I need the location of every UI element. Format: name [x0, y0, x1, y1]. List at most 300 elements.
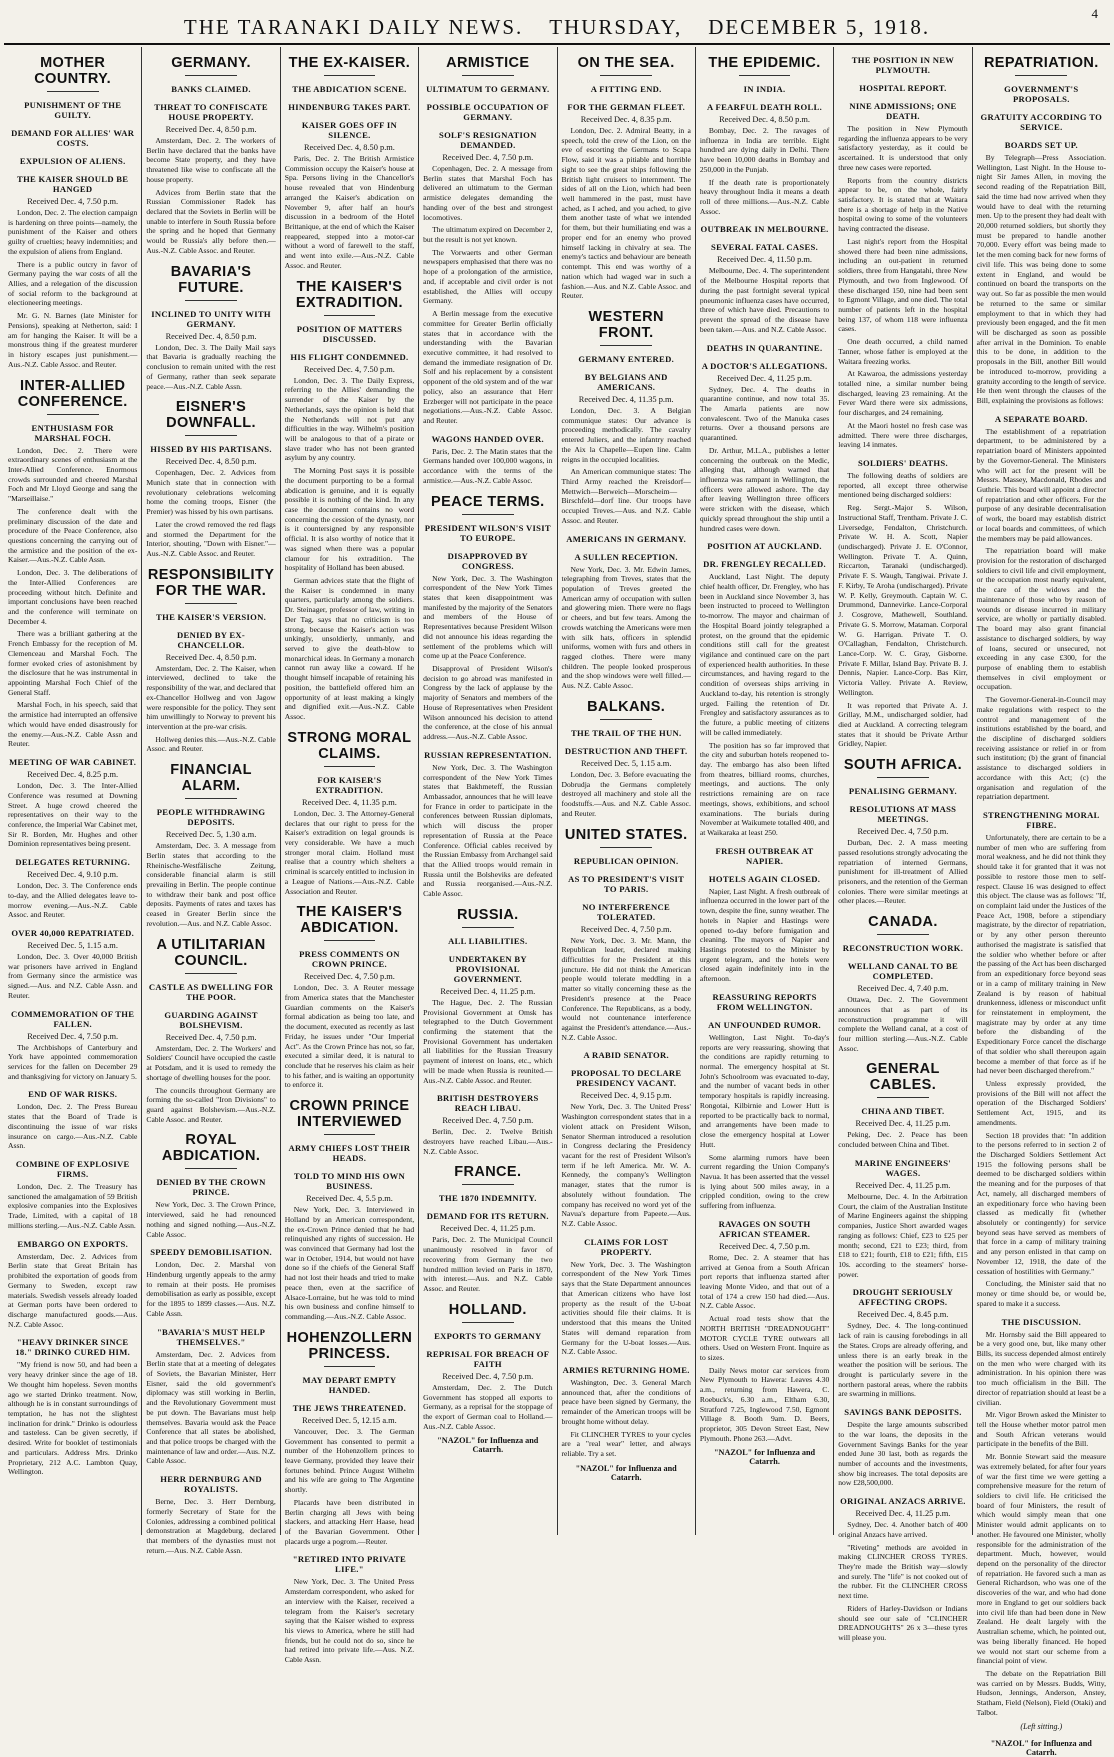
- article-paragraph: Berne, Dec. 3. Herr Dernburg, formerly Secretary of State for the Colonies, addressing a combined political demonstration at Magdeburg, declared that members of the dynasties must not return.—Aus. N.Z. Cable Assn.: [146, 1497, 276, 1555]
- section-headline: INTER-ALLIED CONFERENCE.: [17, 377, 128, 410]
- subheading: BANKS CLAIMED.: [171, 84, 251, 94]
- section-headline: FRANCE.: [454, 1164, 522, 1181]
- subheading: BRITISH DESTROYERS REACH LIBAU.: [436, 1093, 539, 1114]
- divider: [462, 75, 514, 76]
- article-paragraph: Melbourne, Dec. 4. In the Arbitration Court, the claim of the Australian Institute of Marine Engineers against the shipping companies, Justice Short awarded wages ranging as follows: Chief, £23 to £25 per month; second, £21 to £23; third, from £18 to £21; fourth, £18 to £21; fifth, £15 10s. according to the steamers' horse-power.: [838, 1191, 968, 1279]
- divider: [1015, 75, 1067, 76]
- newspaper-title: THE TARANAKI DAILY NEWS.: [183, 15, 524, 39]
- section-headline: CANADA.: [868, 914, 938, 931]
- divider: [324, 940, 376, 941]
- subheading: BY BELGIANS AND AMERICANS.: [584, 371, 668, 392]
- advertisement: "NAZOL" for Influenza and Catarrh.: [575, 1463, 677, 1482]
- subheading: CLAIMS FOR LOST PROPERTY.: [584, 1236, 669, 1257]
- subheading: WAGONS HANDED OVER.: [431, 433, 545, 444]
- section-headline: ROYAL ABDICATION.: [161, 1132, 261, 1165]
- article-paragraph: New York, Dec. 3. The United Press' Washington correspondent states that in a violent attack on President Wilson, Senator Sherman introduced a resolution in Congress declaring the Presidency vacant for the rest of President Wilson's term if he left America. Mr. W. A. Kennedy, the company's Wellington manager, states that the rumor is absolutely without foundation. The company has received no word yet of the Navua's departure from Papeete.—Aus. N.Z. Cable Assoc.: [561, 1102, 691, 1229]
- subheading: PENALISING GERMANY.: [848, 786, 957, 797]
- subheading: GUARDING AGAINST BOLSHEVISM.: [164, 1009, 258, 1030]
- subheading: HISSED BY HIS PARTISANS.: [150, 444, 272, 455]
- subheading: THE KAISER SHOULD BE HANGED: [17, 174, 129, 194]
- divider: [462, 927, 514, 928]
- dateline: Received Dec. 4, 8.50 p.m.: [165, 125, 257, 134]
- subheading: COMMEMORATION OF THE FALLEN.: [11, 1008, 135, 1029]
- subheading: DISAPPROVED BY CONGRESS.: [447, 550, 528, 571]
- subheading: A FEARFUL DEATH ROLL.: [707, 102, 823, 112]
- subheading: WELLAND CANAL TO BE COMPLETED.: [847, 961, 959, 982]
- article-paragraph: The Vorwaerts and other German newspapers emphasised that there was no hope of a prolongation of the armistice, and, if acceptable and civil order is not established, the Allies will occupy Germany.: [423, 247, 553, 306]
- dateline: Received Dec. 4, 7.50 p.m.: [303, 972, 395, 982]
- subheading: MAY DEPART EMPTY HANDED.: [302, 1374, 397, 1395]
- subheading: ARMIES RETURNING HOME.: [562, 1364, 690, 1375]
- subheading: HOTELS AGAIN CLOSED.: [708, 873, 821, 884]
- article-paragraph: German advices state that the flight of the Kaiser is condemned in many quarters, particularly among the soldiers. Dr. Steinager, professor of law, writing in Der Tag, says that no criticism is too strong, because the Kaiser's action was unkingly, unsoldierly, unmanly, and served to give the death-blow to monarchical ideas. In Germany a monarch cannot run away like a coward. If he thought himself incapable of retaining his position, the battlefield offered him an opportunity of at least making a kingly and dignified exit.—Aus.-N.Z. Cable Assoc.: [284, 576, 415, 722]
- column-8: [973, 47, 1110, 1757]
- subheading: NINE ADMISSIONS; ONE DEATH.: [849, 101, 957, 121]
- section-headline: RESPONSIBILITY FOR THE WAR.: [147, 566, 275, 599]
- article-paragraph: Napier, Last Night. A fresh outbreak of influenza occurred in the lower part of the town, despite the fine, sunny weather. The hotels in Napier and Hastings were opened to-day before fumigation and cleaning. The mayors of Napier and Hastings protested to the Minister by urgent telegram, and the hotels were closed again indefinitely into in the afternoon.: [699, 886, 830, 984]
- section-headline: MOTHER COUNTRY.: [34, 55, 112, 87]
- section-headline: THE KAISER'S EXTRADITION.: [295, 278, 403, 311]
- column-7: [834, 47, 972, 1643]
- divider: [47, 91, 99, 92]
- article-paragraph: The position in New Plymouth regarding the influenza appears to be very satisfactory yesterday, as it could be ascertained. It is understood that only three new cases were reported.: [838, 124, 968, 172]
- article-paragraph: Despite the large amounts subscribed to the war loans, the deposits in the Government Savings Banks for the year ended June 30 last, both as regards the number of accounts and the investments, show big increases. The total deposits are now £28,500,000.: [838, 1420, 968, 1488]
- section-headline: PEACE TERMS.: [431, 493, 545, 510]
- subheading: RAVAGES ON SOUTH AFRICAN STEAMER.: [718, 1218, 811, 1239]
- divider: [185, 973, 237, 974]
- dateline: Received Dec. 4, 11.35 p.m.: [578, 394, 674, 404]
- article-paragraph: London, Dec. 3. A Reuter message from America states that the Manchester Guardian comments on the Kaiser's formal abdication as being too late, and the document, executed as recently as last Friday, he issues under "Our Imperial Act". As the Crown Prince has not, so far, executed a similar deed, it is natural to conclude that he reserves his claim as heir to his father, and is waiting an opportunity to enforce it.: [284, 983, 415, 1090]
- article-paragraph: Sydney, Dec. 4. The long-continued lack of rain is causing forebodings in all the States. Crops are already offering, and unless there is an early break in the weather the position will be serious. The drought is particularly severe in the northern pastoral areas, where the rabbits are swarming in millions.: [838, 1321, 968, 1399]
- dateline: Received Dec. 4, 11.25 p.m.: [855, 1119, 951, 1129]
- advertisement: "NAZOL" for Influenza and Catarrh.: [437, 1436, 539, 1455]
- section-headline: BAVARIA'S FUTURE.: [170, 263, 252, 296]
- dateline: Received Dec. 5, 1.15 a.m.: [580, 758, 672, 768]
- subheading: HOSPITAL REPORT.: [859, 83, 947, 93]
- subheading: TOLD TO MIND HIS OWN BUSINESS.: [293, 1171, 405, 1192]
- subheading: THE KAISER'S VERSION.: [156, 611, 267, 622]
- section-headline: GENERAL CABLES.: [866, 1061, 940, 1094]
- article-paragraph: The councils throughout Germany are forming the so-called "Iron Divisions" to guard against Bolshevism.—Aus.-N.Z. Cable Assoc. and Reuter.: [146, 1085, 276, 1124]
- dateline: Received Dec. 4, 11.25 p.m.: [440, 1224, 536, 1234]
- subheading: DELEGATES RETURNING.: [15, 857, 131, 868]
- divider: [324, 1134, 376, 1135]
- article-paragraph: Vancouver, Dec. 3. The German Government has consented to permit a number of the Hohenzollern princes to leave Germany, provided they leave their fortunes behind. Prince August Wilhelm and his wife are going to The Argentine shortly.: [284, 1426, 415, 1495]
- dateline: Received Dec. 4, 11.35 p.m.: [302, 797, 397, 807]
- article-paragraph: London, Dec. 2. There were extraordinary scenes of enthusiasm at the Inter-Allied Conference. Enormous crowds surrounded and cheered Marshal Foch and Mr Lloyd George and sang the "Marseillaise.": [8, 445, 138, 504]
- article-paragraph: Advices from Berlin state that the Russian Commissioner Radek has declared that the Soviets in Berlin will be unable to interfere in South Russia before the spring and he hoped that Germany would be Russia's ally before then.—Aus.-N.Z. Cable Assoc. and Reuter.: [146, 187, 276, 255]
- subheading: POSITION OF MATTERS DISCUSSED.: [296, 323, 403, 344]
- subheading: FOR KAISER'S EXTRADITION.: [315, 774, 384, 795]
- column-4: [419, 47, 557, 1535]
- article-paragraph: London, Dec. 3. The Conference ends to-day, and the Allied delegates leave to-morrow evening.—Aus.-N.Z. Cable Assoc. and Reuter.: [8, 881, 138, 920]
- subheading: THE ABDICATION SCENE.: [292, 84, 407, 94]
- section-headline: GERMANY.: [171, 55, 251, 71]
- subheading: FRESH OUTBREAK AT NAPIER.: [715, 845, 814, 866]
- article-paragraph: Wellington, Last Night. To-day's reports are very reassuring, showing that the conditions are rapidly returning to normal. The emergency hospital at St. John's Schoolroom was evacuated to-day, and the number of vacant beds in other temporary hospitals is rapidly increasing. Rongotai, Kilbirnie and Lower Hutt is reported to be practically back to normal, and arrangements have been made to close the emergency hospital at Lower Hutt.: [699, 1032, 830, 1149]
- section-headline: REPATRIATION.: [983, 55, 1099, 71]
- subheading: ARMY CHIEFS LOST THEIR HEADS.: [288, 1143, 411, 1164]
- subheading: REPUBLICAN OPINION.: [573, 855, 679, 866]
- divider: [324, 75, 376, 76]
- subheading: ALL LIABILITIES.: [448, 935, 528, 946]
- subheading: A RABID SENATOR.: [583, 1050, 669, 1061]
- article-paragraph: Mr. Bonnie Stewart said the measure was extremely belated, for after four years of war the first time we were getting a comprehensive measure for the return of soldiers to civil life. He criticised the board of four Ministers, the result of which would simply mean that one Minister would admit applicants on to another. He favoured one Minister, wholly responsible for the administration of the department. Much, however, would depend on the personality of the director of repatriation. He favored such a man as General Richardson, who was one of the discoveries of the war, and who had done more in England to get our soldiers back into civil life than had been done in New Zealand. He dealt largely with the Australian scheme, which, he pointed out, was being liberally financed. He hoped we would not start our scheme from a financial point of view.: [976, 1452, 1106, 1666]
- divider: [462, 1184, 514, 1185]
- article-paragraph: If the death rate is proportionately heavy throughout India it means a death roll of three millions.—Aus.-N.Z. Cable Assoc.: [699, 177, 830, 216]
- subheading: OUTBREAK IN MELBOURNE.: [700, 224, 829, 235]
- article-paragraph: Amsterdam, Dec. 2. The Kaiser, when interviewed, declined to take the responsibility of the war, and declared that ex-Chancellor Hollweg and von Jagow were responsible for the policy. They sent him unwillingly to Norway to prevent his intervention at the pre-war crisis.: [146, 663, 276, 731]
- article-paragraph: Amsterdam, Dec. 2. The Dutch Government has stopped all exports to Germany, as a reprisal for the stoppage of the export of German coal to Holland.—Aus.-N.Z. Cable Assoc.: [423, 1382, 553, 1431]
- article-paragraph: London, Dec. 2. The Treasury has sanctioned the amalgamation of 59 British explosive companies into the Explosives Trade, Limited, with a capital of 18 millions sterling.—Aus.-N.Z. Cable Assn.: [8, 1182, 138, 1230]
- subheading: MEETING OF WAR CABINET.: [9, 757, 137, 768]
- article-paragraph: Berlin, Dec. 2. Twelve British destroyers have reached Libau.—Aus.-N.Z. Cable Assoc.: [423, 1127, 553, 1156]
- subheading: DESTRUCTION AND THEFT.: [564, 745, 688, 756]
- dateline: Received Dec. 5, 1.30 a.m.: [165, 830, 257, 840]
- subheading: HERR DERNBURG AND ROYALISTS.: [160, 1474, 262, 1495]
- divider: [324, 766, 376, 767]
- issue-day: THURSDAY,: [549, 15, 683, 39]
- columns-area: [4, 47, 1110, 1757]
- dateline: Received Dec. 4, 11.25 p.m.: [855, 1180, 951, 1190]
- section-headline: RUSSIA.: [457, 906, 519, 923]
- article-paragraph: Daily News motor car services from New Plymouth to Hawera: Leaves 4.30 a.m., returning from Hawera, C. Roebuck's, 6.30 a.m., Eltham 6.30, Stratford 7.25, Inglewood 7.50, Egmont Village 8. Booth 9am. D. Beers, proprietor, 305 Devon Street East, New Plymouth. Phone 263.—Advt.: [699, 1365, 830, 1443]
- subheading: INCLINED TO UNITY WITH GERMANY.: [151, 308, 271, 329]
- subheading: DEMAND FOR ITS RETURN.: [426, 1211, 549, 1222]
- article-paragraph: Amsterdam, Dec. 2. Advices from Berlin state that Great Britain has prohibited the exportation of goods from Germany to Sweden, except raw materials. Swedish vessels already loaded at German ports have been ordered to discharge manufactured goods.—Aus. N.Z. Cable Assoc.: [8, 1251, 138, 1329]
- article-paragraph: London, Dec. 3. A Belgian communique states: Our advance is proceeding methodically. The cavalry entered Juliers, and the infantry reached the Aix la Chapelle—Eupen line. Calm reigns in the occupied localities.: [561, 405, 691, 464]
- section-headline: THE EX-KAISER.: [288, 55, 411, 71]
- column-5: [558, 47, 696, 1535]
- subheading: "BAVARIA'S MUST HELP THEMSELVES.": [156, 1326, 266, 1347]
- column-2: [142, 47, 280, 1555]
- sitting-note: (Left sitting.): [1020, 1721, 1063, 1731]
- article-paragraph: New York, Dec. 3. Interviewed in Holland by an American correspondent, the ex-Crown Prince denied that he had relinquished any rights of succession. He was convinced that Germany had lost the war in October, 1914, but would not have done so if the chiefs of the General Staff had not lost their heads and tried to make peace then, even at the sacrifice of Alsace-Lorraine, but he was told to mind his own business and confine himself to commanding.—Aus.-N.Z. Cable Assoc.: [284, 1205, 415, 1322]
- article-paragraph: London, Dec. 3. The Inter-Allied Conference was resumed at Downing Street. A huge crowd cheered the representatives on their way to the conference, the Imperial War Cabinet met, Sir R. Borden, Mr. Hughes and other Dominion representatives being present.: [8, 781, 138, 849]
- dateline: Received Dec. 4, 7.50 p.m.: [303, 364, 395, 374]
- dateline: Received Dec. 4, 9.10 p.m.: [27, 870, 119, 880]
- advertisement: "NAZOL" for Influenza and Catarrh.: [990, 1738, 1092, 1757]
- dateline: Received Dec. 4, 8.45 p.m.: [857, 1310, 949, 1320]
- article-paragraph: Paris, Dec. 2. The British Armistice Commission occupy the Kaiser's house at Spa. Persons living in the Chancellor's house revealed that von Hindenburg arranged the Kaiser's abdication on November 9, after half an hour's discussion in a bedroom of the Hotel Brittanique, at the end of which the Kaiser reappeared, stepped into a motor-car without a word of farewell to the staff, and went into exile.—Aus.-N.Z. Cable Assoc. and Reuter.: [284, 154, 415, 270]
- subheading: POSITION AT AUCKLAND.: [707, 541, 822, 552]
- divider: [877, 934, 929, 935]
- article-paragraph: The Archbishops of Canterbury and York have appointed commemoration services for the fallen on December 29 and thanksgiving for victory on January 5.: [8, 1042, 138, 1081]
- article-paragraph: New York, Dec. 3. Mr. Edwin James, telegraphing from Treves, states that the population of Treves greeted the American army of occupation with sullen and glowering mien. There were no flags or cheers, and but few tears. Among the crowds watching the Americans were men with silk hats, officers in splendid uniforms, women with furs and others in ragged clothes. There were many children. The people looked prosperous and the shop windows were well filled.—Aus. N.Z. Cable Assoc.: [561, 564, 691, 691]
- subheading: RESOLUTIONS AT MASS MEETINGS.: [849, 804, 957, 825]
- article-paragraph: Unfortunately, there are certain to be a number of men who are suffering from moral weakness, and he did not think they should take it for granted that it was not possible to restore those men to self-respect. Clause 16 was designed to effect this object. The clause was as follows: "If, on complaint laid under the Justices of the Peace Act, 1908, before a stipendiary magistrate, by the director of repatriation, or by any other person thereunto authorised the magistrate is satisfied that the soldier who whether before or after the passing of the Act has been discharged from an expeditionary force beyond seas or in a camp of military training in New Zealand is by reason of habitual drunkenness, idleness or misconduct unfit for reinstatement in employment, the magistrate may by order at any time before the disbanding of the Expeditionary Force cancel the discharge of that soldier who shall thereupon again become a member of that force as if he had never been discharged therefrom.": [976, 833, 1106, 1076]
- dateline: Received Dec. 4, 9.15 p.m.: [580, 1091, 672, 1101]
- dateline: Received Dec. 4, 11.25 p.m.: [440, 986, 536, 996]
- article-paragraph: "My friend is now 50, and had been a very heavy drinker since the age of 18. We thought him hopeless. Seven months ago we started Drinko treatment. Now, although he is in constant surroundings of temptation, he has not the slightest inclination for drink." Drinko is odourless and tasteless. Can be given secretly, if desired. Write for booklet of testimonials and particulars. Address Mrs. Drinko Proprietary, 212 A.C. Lambton Quay, Wellington.: [8, 1360, 138, 1477]
- subheading: UNDERTAKEN BY PROVISIONAL GOVERNMENT.: [448, 953, 527, 984]
- divider: [600, 847, 652, 848]
- section-headline: WESTERN FRONT.: [588, 308, 664, 341]
- dateline: Received Dec. 4, 5.5 p.m.: [306, 1194, 393, 1204]
- article-paragraph: Disapproval of President Wilson's decision to go abroad was manifested in Congress by the lack of applause by the majority of Senators and members of the House of Representatives when President Wilson announced his decision to attend the conference, at the close of his annual address.—Aus.-N.Z. Cable Assoc.: [423, 664, 553, 742]
- subheading: STRENGTHENING MORAL FIBRE.: [982, 810, 1100, 830]
- dateline: Received Dec. 5, 1.15 a.m.: [27, 940, 118, 950]
- divider: [877, 1097, 929, 1098]
- subheading: EXPORTS TO GERMANY: [434, 1330, 542, 1341]
- article-paragraph: The debate on the Repatriation Bill was carried on by Messrs. Budds, Witty, Hudson, Jennings, Anderson, Anstey, Statham, Field (Nelson), Field (Otaki) and Talbot.: [976, 1668, 1106, 1717]
- article-paragraph: London, Dec. 2. The election campaign is hardening on three points—namely, the punishment of the Kaiser and others guilty of cruelties; heavy indemnities; and the expulsion of aliens from England.: [8, 208, 138, 256]
- dateline: Received Dec. 4, 11.25 p.m.: [717, 373, 812, 383]
- subheading: MARINE ENGINEERS' WAGES.: [854, 1157, 951, 1178]
- section-headline: THE KAISER'S ABDICATION.: [296, 904, 403, 937]
- article-paragraph: Sydney, Dec. 4. Another batch of 400 original Anzacs have arrived.: [838, 1520, 968, 1539]
- divider: [185, 1168, 237, 1169]
- article-paragraph: New York, Dec. 3. The United Press Amsterdam correspondent, who asked for an interview with the Kaiser, received a telegram from the Kaiser's secretary saying that the Kaiser wished to express his views to America, where he still had friends, but he could not do so, since he had retired into private life.—Aus. N.Z. Cable Assn.: [284, 1577, 415, 1665]
- article-paragraph: London, Dec. 3. The deliberations of the Inter-Allied Conferences are proceeding without hitch. Definite and important conclusions have been reached and the conference will terminate on December 4.: [8, 568, 138, 626]
- subheading: CASTLE AS DWELLING FOR THE POOR.: [148, 981, 274, 1002]
- article-paragraph: Section 18 provides that: "In addition to the persons referred to in section 2 of the Discharged Soldiers Settlement Act 1915 the following persons shall be deemed to be discharged soldiers within the meaning and for the purposes of that Act, namely, all discharged members of an expeditionary force who having been classed as medically fit (whether absolutely or contingently) for service beyond seas have served as members of that force in a camp of military training and any person enlisted in that camp on November 12, 1918, the date of the cessation of hostilities with Germany.": [976, 1130, 1106, 1276]
- article-paragraph: Ottawa, Dec. 2. The Government announces that as part of its reconstruction programme it will complete the Welland canal, at a cost of four million sterling.—Aus.-N.Z. Cable Assoc.: [838, 995, 968, 1053]
- subheading: POSSIBLE OCCUPATION OF GERMANY.: [426, 102, 549, 122]
- subheading: A SULLEN RECEPTION.: [574, 551, 678, 562]
- subheading: SOLDIERS' DEATHS.: [857, 458, 948, 468]
- article-paragraph: By Telegraph—Press Association. Wellington, Last Night. In the House to-night Sir James Allen, in moving the second reading of the Repatriation Bill, said the time had now arrived when they would have to deal with the returning men. Up to the present they had dealt with 20,000 returned soldiers, but shortly they must be prepared to handle another 70,000. Every effort was being made to let the men coming back for new forms of civil life. This was being done to some extent in England, and would be continued on board the transports on the way out. So far as possible the men would be returned to the same or similar employment to that in which they had previously been engaged, and the fit men will be discharged as soon as possible after arrival in the Dominion. To enable this to be done, in addition to the proposals in the Bill, another Bill would be introduced to-morrow, providing a gratuity according to the length of service. He then went through the clauses of the Bill, explaining the provisions as follows:: [976, 153, 1106, 405]
- subheading: THREAT TO CONFISCATE HOUSE PROPERTY.: [154, 102, 268, 122]
- divider: [462, 1322, 514, 1323]
- subheading: THE POSITION IN NEW PLYMOUTH.: [851, 55, 955, 75]
- divider: [462, 514, 514, 515]
- subheading: DR. FRENGLEY RECALLED.: [703, 559, 826, 570]
- article-paragraph: Hollweg denies this.—Aus.-N.Z. Cable Assoc. and Reuter.: [146, 734, 276, 754]
- article-paragraph: At Kawaroa, the admissions yesterday totalled nine, a similar number being discharged, leaving 23 remaining. At the Fever Ward there were six admissions, four discharges, and 24 remaining.: [838, 369, 968, 418]
- section-headline: ON THE SEA.: [577, 55, 675, 71]
- issue-date: DECEMBER 5, 1918.: [708, 15, 931, 39]
- article-paragraph: Concluding, the Minister said that no money or time should be, or would be, spared to make it a success.: [976, 1279, 1106, 1308]
- section-headline: THE EPIDEMIC.: [708, 55, 821, 71]
- article-paragraph: London, Dec. 3. The Daily Express, referring to the Allies' demanding the surrender of the Kaiser by the Netherlands, says the opinion is held that the Netherlands will not put any difficulties in the way. Wilhelm's position will be analogous to that of a pirate or slave trader who has not been granted asylum by any country.: [284, 375, 415, 463]
- subheading: A FITTING END.: [590, 84, 662, 94]
- article-paragraph: Reg. Sergt.-Major S. Wilson, Instructional Staff, Trentham. Private J. C. Liversedge, Fendalton, Christchurch. Private W. H. A. Scott, Napier (undischarged). Private J. E. O'Connor, Wellington. Private T. A. Quinn, Riccarton, Taranaki (undischarged). Private F. S. Waugh, Tangiwai. Private J. F. Kirby, Te Aroha (undischarged). Private W. P. Kelly, Greymouth. Captain W. C. Drummond, Dannevirke. Lance-Corporal J. Cosgrove, Mathewell, Southland. Private G. S. Morrow, Mataman. Corporal W. G. Harrigan. Private T. O. O'Callaghan, Fendalton, Christchurch. Lance-Corp. W. C. Gray, Gisborne. Private F. Millar, Island Bay. Private B. J. Dennis, Napier. Lance-Corp. Bas Kirr, Victoria Valley. Private A. Review, Wellington.: [838, 503, 968, 697]
- dateline: Received Dec. 4, 7.50 p.m.: [442, 1116, 534, 1126]
- dateline: Received Dec. 4, 7.50 p.m.: [442, 153, 534, 162]
- article-paragraph: Sydney, Dec. 4. The deaths in quarantine continue, and now total 35. The Amarla patients are now convalescent. Two of the Manuka cases returns. Over a thousand persons are quarantined.: [699, 384, 830, 443]
- divider: [600, 75, 652, 76]
- divider: [739, 75, 791, 76]
- subheading: DENIED BY EX-CHANCELLOR.: [177, 629, 246, 650]
- article-paragraph: The Morning Post says it is possible the document purporting to be a formal abdication is genuine, and it is equally possible it is nothing of the kind. In any case the document contains no word concerning the cession of the dynasty, nor is it countersigned by any responsible official. It is also worthy of notice that it was signed when there was a popular clamour for his extradition. The hospitality of Holland has been abused.: [284, 466, 415, 573]
- section-headline: FINANCIAL ALARM.: [170, 762, 252, 795]
- subheading: RECONSTRUCTION WORK.: [842, 943, 964, 954]
- article-paragraph: At the Maori hostel no fresh case was admitted. There were three discharges, leaving 14 inmates.: [838, 420, 968, 450]
- article-paragraph: Mr. Vigor Brown asked the Minister to tell the House whether motor patrol men and South African veterans would participate in the benefits of the Bill.: [976, 1410, 1106, 1449]
- dateline: Received Dec. 4, 8.50 p.m.: [719, 115, 811, 124]
- subheading: AN UNFOUNDED RUMOR.: [708, 1019, 821, 1030]
- subheading: THE JEWS THREATENED.: [292, 1402, 407, 1413]
- subheading: DEATHS IN QUARANTINE.: [706, 342, 823, 353]
- article-paragraph: The conference dealt with the preliminary discussion of the date and procedure of the Peace Conference, also questions concerning the carrying out of the armistice and the position of the ex-Kaiser.—Aus.-N.Z. Cable Assn.: [8, 506, 138, 565]
- article-paragraph: Copenhagen, Dec. 2. Advices from Munich state that in connection with revolutionary celebrations welcoming home the coming troops, Eisner (the Premier) was hissed by his own partisans.: [146, 468, 276, 517]
- article-paragraph: The Governor-General-in-Council may make regulations with respect to the control and management of the institutions established by the board, and the discipline of discharged soldiers receiving assistance or relief in or from such institution; (b) the grant of financial assistance to discharged soldiers in accordance with this Act; (c) the organisation and regulation of the repatriation department.: [976, 695, 1106, 802]
- article-paragraph: Placards have been distributed in Berlin charging all Jews with being slackers, and attacking Herr Haase, head of the Bavarian Government. Other placards urge a pogrom.—Reuter.: [284, 1497, 415, 1546]
- article-paragraph: Reports from the country districts appear to be, on the whole, fairly satisfactory. It is stated that at Waitara there is a shortage of help in the Native hospital owing to some of the volunteers having contracted the disease.: [838, 175, 968, 234]
- article-paragraph: London, Dec. 2. Admiral Beatty, in a speech, told the crew of the Lion, on the eve of escorting the Germans to Scapa Flow, said it was a pitiable and horrible sight to see the great ships following the British light cruisers to internment. The sides of all on the Lion, which had been well hammered in the past, must have ached, as I ached, and you ached, to give them another taste of what we intended for them, but their humiliating end was a proper end for an enemy who proved himself lacking in chivalry at sea. The enemy's tactics and behaviour are beneath contempt. This end was worthy of a nation which had waged war in such a fashion.—Aus. and N.Z. Cable Assoc. and Reuter.: [561, 126, 691, 301]
- subheading: PUNISHMENT OF THE GUILTY.: [24, 100, 122, 120]
- dateline: Received Dec. 4, 7.50 p.m.: [27, 1031, 119, 1041]
- article-paragraph: Washington, Dec. 3. General March announced that, after the conditions of peace have been signed by Germany, the remainder of the American troops will be brought home without delay.: [561, 1377, 691, 1426]
- subheading: A DOCTOR'S ALLEGATIONS.: [701, 360, 828, 371]
- section-headline: SOUTH AFRICA.: [843, 757, 963, 774]
- article-paragraph: Copenhagen, Dec. 2. A message from Berlin states that Marshal Foch has delivered an ultimatum to the German armistice delegates demanding the handing over of the best and strongest locomotives.: [423, 164, 553, 222]
- subheading: HIS FLIGHT CONDEMNED.: [290, 351, 409, 362]
- subheading: PRESIDENT WILSON'S VISIT TO EUROPE.: [424, 522, 551, 543]
- divider: [185, 798, 237, 799]
- subheading: THE 1870 INDEMNITY.: [438, 1193, 537, 1204]
- subheading: KAISER GOES OFF IN SILENCE.: [301, 120, 397, 140]
- subheading: SPEEDY DEMOBILISATION.: [150, 1247, 272, 1258]
- article-paragraph: Mr. Hornsby said the Bill appeared to be a very good one, but, like many other Bills, its success depended almost entirely on the men who were charged with its administration. In his opinion there was too much officialism in the Bill. The director of repatriation should at least be a civilian.: [976, 1329, 1106, 1407]
- dateline: Received Dec. 4, 7.50 p.m.: [719, 1241, 811, 1251]
- article-paragraph: Amsterdam, Dec. 2. The Workers' and Soldiers' Council have occupied the castle at Potsdam, and it is used to remedy the shortage of dwelling houses for the poor.: [146, 1043, 276, 1082]
- column-6: [696, 47, 834, 1535]
- article-paragraph: A Berlin message from the executive committee for Greater Berlin officially states that in accordance with the understanding with the Bavarian executive committee, it had resolved to demand the immediate resignation of Dr. Solf and his replacement by a consistent opponent of the old system and of the war policy, also an assurance that Herr Erzberger will not participate in the peace negotiations.—Aus.-N.Z. Cable Assoc. and Reuter.: [423, 309, 553, 425]
- article-paragraph: London, Dec. 2. The Press Bureau states that the Board of Trade is discontinuing the issue of war risks insurance on cargo.—Aus.-N.Z. Cable Assn.: [8, 1102, 138, 1151]
- article-paragraph: Paris, Dec. 2. The Municipal Council unanimously resolved in favor of recovering from Germany the two hundred million levied on Paris in 1870, with interest.—Aus. and N.Z. Cable Assoc. and Reuter.: [423, 1235, 553, 1294]
- article-paragraph: Rome, Dec. 2. A steamer that has arrived at Genoa from a South African port reports that influenza started after leaving Monte Video, and that out of a total of 174 a crew 150 had died.—Aus. N.Z. Cable Assoc.: [699, 1252, 830, 1311]
- section-headline: ARMISTICE: [446, 55, 530, 71]
- divider: [877, 777, 929, 778]
- section-headline: CROWN PRINCE INTERVIEWED: [289, 1098, 410, 1131]
- divider: [185, 75, 237, 76]
- article-paragraph: London, Dec. 3. Before evacuating the Dobrudja the Germans completely destroyed all machinery and stole all the foodstuffs.—Aus. and N.Z. Cable Assoc. and Reuter.: [561, 769, 691, 818]
- subheading: ULTIMATUM TO GERMANY.: [426, 84, 550, 94]
- subheading: SAVINGS BANK DEPOSITS.: [844, 1407, 962, 1418]
- article-paragraph: Unless expressly provided, the provisions of the Bill will not affect the operation of the Discharged Soldiers' Settlement Act, 1915, and its amendments.: [976, 1078, 1106, 1127]
- article-paragraph: Last night's report from the Hospital showed there had been nine admissions, including an out-patient in returned soldiers, three from Hangatahi, three New Plymouth, and two from Inglewood. Of these discharged 150, nine had been sent to Egmont Village, and one died. The total number of patients left in the hospital being 137, of whom 118 were influenza cases.: [838, 236, 968, 334]
- subheading: EMBARGO ON EXPORTS.: [17, 1238, 129, 1249]
- divider: [185, 603, 237, 604]
- dateline: Received Dec. 4, 8.50 p.m.: [165, 331, 257, 341]
- subheading: SEVERAL FATAL CASES.: [711, 242, 819, 253]
- article-paragraph: London, Dec. 2. Marshal von Hindenburg urgently appeals to the army to remain at their posts. He promises demobilisation as early as possible, except for the 1895 to 1899 classes.—Aus. N.Z. Cable Assn.: [146, 1260, 276, 1318]
- article-paragraph: Actual road tests show that the NORTH BRITISH "DREADNOUGHT" MOTOR CYCLE TYRE outwears all others. Used on Western Front. Inquire as to sizes.: [699, 1314, 830, 1362]
- article-paragraph: Mr. G. N. Barnes (late Minister for Pensions), speaking at Netherton, said: I am for hanging the Kaiser. It will be a monstrous thing if the greatest murderer in history escapes just punishment.—Aus.-N.Z. Cable Assoc. and Reuter.: [8, 311, 138, 369]
- divider: [600, 345, 652, 346]
- subheading: AMERICANS IN GERMANY.: [566, 533, 687, 544]
- section-headline: HOLLAND.: [448, 1301, 527, 1318]
- subheading: OVER 40,000 REPATRIATED.: [11, 927, 135, 938]
- dateline: Received Dec. 4, 8.50 p.m.: [165, 457, 257, 467]
- article-paragraph: Marshal Foch, in his speech, said that the armistice had interrupted an offensive which would have ended disastrously for the enemy.—Aus.-N.Z. Cable Assn and Reuter.: [8, 700, 138, 749]
- subheading: END OF WAR RISKS.: [28, 1089, 118, 1100]
- dateline: Received Dec. 4, 8.35 p.m.: [580, 115, 672, 124]
- article-paragraph: Auckland, Last Night. The deputy chief health officer, Dr. Frengley, who has been in Auckland since November 3, has been instructed to proceed to Wellington to-morrow. The mayor and chairman of the Hospital Board jointly telegraphed a protest, on the ground that the epidemic conditions still call for the greatest vigilance and continued care on the part of experienced health authorities. In these circumstances, and having regard to the condition of overseas ships arriving in Auckland to-day, his retention is strongly urged. Failing the retention of Dr. Frengley and satisfactory assurances as to the future, a public meeting of citizens will be called immediately.: [699, 572, 830, 737]
- section-headline: A UTILITARIAN COUNCIL.: [156, 936, 266, 969]
- article-paragraph: An American communique states: The Third Army reached the Kreisdorf—Mettwich—Berweich—Morscheim—Birschfeld—dorf line. Our troops have occupied Treves.—Aus. and N.Z. Cable Assoc. and Reuter.: [561, 467, 691, 525]
- article-paragraph: Durban, Dec. 2. A mass meeting passed resolutions strongly advocating the repatriation of interned Germans, punishment for ill-treatment of Allied prisoners, and the retention of the German colonies. There were similar meetings at other places.—Reuter.: [838, 838, 968, 906]
- subheading: GERMANY ENTERED.: [578, 353, 675, 364]
- subheading: CHINA AND TIBET.: [861, 1106, 945, 1117]
- subheading: FOR THE GERMAN FLEET.: [567, 102, 686, 112]
- article-paragraph: The establishment of a repatriation department, to be administered by a repatriation board of Ministers appointed by the Governor-General. The Ministers who will act for the present will be Messrs. Massey, Macdonald, Rhodes and Guthrie. This board will appoint a director of repatriation and other officers. For the purpose of any desirable decentralisation of work, the board may establish district or local boards and committees, of which the members may be paid allowances.: [976, 426, 1106, 543]
- article-paragraph: Amsterdam, Dec. 2. The workers of Berlin have declared that the banks have become State property, and they have threatened like wise to confiscate all the house property.: [146, 136, 276, 184]
- article-paragraph: New York, Dec. 3. The Washington correspondent of the New York Times says that the State Department announces that American citizens who have lost property as the result of the U-boat activities should file their claims. It is understood that this means the United States will demand reparation from Germany for the U-boat losses.—Aus. N.Z. Cable Assoc.: [561, 1259, 691, 1357]
- article-paragraph: London, Dec. 3. The Attorney-General declares that our right to press for the Kaiser's extradition on legal grounds is very considerable. We have a much stronger moral claim. Holland must realise that a country which shelters a criminal is scarcely entitled to inclusion in a League of Nations.—Aus.-N.Z. Cable Association and Reuter.: [284, 808, 415, 896]
- dateline: Received Dec. 4, 8.25 p.m.: [27, 770, 119, 780]
- dateline: Received Dec. 4, 7.40 p.m.: [857, 984, 949, 994]
- article-paragraph: New York, Dec. 3. The Crown Prince, interviewed, said he had renounced nothing and signed nothing.—Aus.-N.Z. Cable Assoc.: [146, 1200, 276, 1239]
- section-headline: HOHENZOLLERN PRINCESS.: [286, 1329, 413, 1362]
- subheading: REASSURING REPORTS FROM WELLINGTON.: [712, 991, 817, 1012]
- article-paragraph: The Hague, Dec. 2. The Russian Provisional Government at Omsk has telegraphed to the Dutch Government confirming the statement that the Provisional Government has undertaken all liabilities for the Russian Treasury payment of interest on loans, etc., which will be made when Russia is reunited.—Aus.-N.Z. Cable Assoc. and Reuter.: [423, 997, 553, 1085]
- subheading: "RETIRED INTO PRIVATE LIFE.": [292, 1554, 407, 1575]
- article-paragraph: The repatriation board will make provision for the restoration of discharged soldiers to civil life and civil employment, or the occupation most nearly equivalent, the care of the widows and the maintenance of those who by reason of wounds or disease incurred in military service, are wholly or partially disabled. The board may also grant financial assistance to discharged soldiers, by way of loans, secured or unsecured, not exceeding in any case £300, for the purpose of enabling them to establish themselves in civil employment or occupation.: [976, 546, 1106, 692]
- section-headline: BALKANS.: [587, 698, 666, 715]
- subheading: "HEAVY DRINKER SINCE 18." DRINKO CURED HIM.: [15, 1337, 131, 1358]
- subheading: ENTHUSIASM FOR MARSHAL FOCH.: [31, 422, 114, 443]
- subheading: A SEPARATE BOARD.: [994, 413, 1088, 424]
- dateline: Received Dec. 4, 7.50 p.m.: [27, 197, 119, 206]
- article-paragraph: Fit CLINCHER TYRES to your cycles are a "real wear" letter, and always reliable. Try a set.: [561, 1429, 691, 1458]
- subheading: THE DISCUSSION.: [1001, 1316, 1082, 1327]
- article-paragraph: There is a public outcry in favor of Germany paying the war costs of all the Allies, and a relegation of the discussion of social reform to the background at electioneering meetings.: [8, 259, 138, 308]
- subheading: GOVERNMENT'S PROPOSALS.: [1004, 84, 1079, 104]
- subheading: NO INTERFERENCE TOLERATED.: [582, 901, 671, 922]
- subheading: HINDENBURG TAKES PART.: [288, 102, 411, 112]
- article-paragraph: London, Dec. 3. The Daily Mail says that Bavaria is gradually reaching the conclusion to remain united with the rest of Germany, rather than seek separate peace.—Aus.-N.Z. Cable Assn.: [146, 342, 276, 391]
- subheading: DENIED BY THE CROWN PRINCE.: [156, 1177, 266, 1198]
- article-paragraph: Paris, Dec. 2. The Matin states that the Germans handed over 100,000 wagons, in accordance with the terms of the armistice.—Aus.-N.Z. Cable Assoc.: [423, 446, 553, 485]
- subheading: BOARDS SET UP.: [1004, 140, 1078, 150]
- dateline: Received Dec. 4, 7.50 p.m.: [857, 827, 949, 837]
- divider: [185, 300, 237, 301]
- advertisement: "NAZOL" for Influenza and Catarrh.: [714, 1448, 816, 1467]
- page-number: 4: [1091, 6, 1100, 21]
- dateline: Received Dec. 4, 11.50 p.m.: [717, 255, 812, 265]
- dateline: Received Dec. 4, 8.50 p.m.: [165, 652, 257, 662]
- subheading: RUSSIAN REPRESENTATION.: [424, 749, 552, 760]
- article-paragraph: New York, Dec. 3. Mr. Mann, the Republican leader, declared making difficulties for the President at this juncture. He did not think the American people would tolerate meddling in a matter so vitally concerning these as the President's presence at the Peace Conference. The Republicans, as a body, would not countenance interference against the President's attendance.—Aus.-N.Z. Cable Assoc.: [561, 935, 691, 1042]
- dateline: Received Dec. 4, 8.50 p.m.: [303, 143, 395, 152]
- subheading: DROUGHT SERIOUSLY AFFECTING CROPS.: [852, 1287, 954, 1308]
- article-paragraph: Melbourne, Dec. 4. The superintendent of the Melbourne Hospital reports that during the past fortnight several typical pneumonic influenza cases have occurred, three of which have died. Precautions to prevent the spread of the disease have been taken.—Aus. and N.Z. Cable Assoc.: [699, 266, 830, 334]
- article-paragraph: One death occurred, a child named Tanner, whose father is employed at the Waitara freezing works.: [838, 337, 968, 366]
- section-headline: STRONG MORAL CLAIMS.: [287, 729, 412, 762]
- masthead: [4, 0, 1110, 45]
- subheading: PRESS COMMENTS ON CROWN PRINCE.: [299, 949, 400, 970]
- divider: [47, 414, 99, 415]
- article-paragraph: Peking, Dec. 2. Peace has been concluded between China and Tibet.: [838, 1130, 968, 1150]
- column-1: [4, 47, 142, 1535]
- article-paragraph: There was a brilliant gathering at the French Embassy for the reception of M. Clemenceau and Marshal Foch. The former evoked cries of astonishment by the disclosure that he was instrumental in appointing Marshal Foch Chief of the General Staff.: [8, 629, 138, 697]
- dateline: Received Dec. 5, 12.15 a.m.: [302, 1415, 397, 1425]
- article-paragraph: "Riveting" methods are avoided in making CLINCHER CROSS TYRES. They're made the British way—slowly and surely. The "life" is not cooked out of the rubber. Fit the CLINCHER CROSS next time.: [838, 1542, 968, 1601]
- article-paragraph: The position has so far improved that the city and suburban hotels reopened to-day. The embargo has also been lifted from theatres, billiard rooms, churches, meetings, and auctions. The only restrictions remaining are on race meetings, shows, exhibitions, and school examinations. The burials during November at Waikumete totalled 400, and at Waikaraka at least 250.: [699, 740, 830, 837]
- article-paragraph: Bombay, Dec. 2. The ravages of influenza in India are terrible. Eight hundred are dying daily in Delhi. There have been 10,000 deaths in Bombay and 250,000 in the Punjab.: [699, 126, 830, 174]
- article-paragraph: The ultimatum expired on December 2, but the result is not yet known.: [423, 225, 553, 245]
- subheading: REPRISAL FOR BREACH OF FAITH: [426, 1348, 550, 1369]
- article-paragraph: Amsterdam, Dec. 3. A message from Berlin states that according to the Rheinische-Westfälische Zeitung, considerable financial alarm is still prevailing in Berlin. The people continue to withdraw their bank and post office deposits. Payments of rates and taxes has ceased in Greater Berlin since the revolution.—Aus. and N.Z. Cable Assoc.: [146, 841, 276, 928]
- subheading: ORIGINAL ANZACS ARRIVE.: [840, 1496, 966, 1507]
- column-3: [281, 47, 419, 1665]
- divider: [324, 1366, 376, 1367]
- subheading: GRATUITY ACCORDING TO SERVICE.: [980, 112, 1103, 132]
- subheading: DEMAND FOR ALLIES' WAR COSTS.: [11, 128, 135, 148]
- subheading: EXPULSION OF ALIENS.: [19, 156, 126, 166]
- article-paragraph: New York, Dec. 3. The Washington correspondent of the New York Times states that keen disappointment was manifested by the majority of the Senators and members of the House of Representatives because President Wilson did not announce his ideas regarding the settlement of the problems which will come up at the Peace Conference.: [423, 573, 553, 661]
- section-headline: UNITED STATES.: [564, 826, 688, 843]
- subheading: IN INDIA.: [743, 84, 786, 94]
- article-paragraph: New York, Dec. 3. The Washington correspondent of the New York Times states that Bakhmeteff, the Russian Ambassador, announces that he will leave for France in order to participate in the conferences between Russian diplomats, which will discuss the proper representation of Russia at the Peace Conference. Official cables received by the Russian Embassy from Archangel said that the Allied troops would remain in Russia until the Bolsheviks are defeated and Russia reorganised.—Aus.-N.Z. Cable Assoc.: [423, 762, 553, 899]
- divider: [600, 719, 652, 720]
- article-paragraph: Some alarming rumors have been current regarding the Union Company's Navua. It has been asserted that the vessel is lying about 500 miles away, in a crippled condition, owing to the crew suffering from influenza.: [699, 1152, 830, 1211]
- section-headline: EISNER'S DOWNFALL.: [166, 399, 256, 432]
- dateline: Received Dec. 4, 7.50 p.m.: [442, 1371, 534, 1381]
